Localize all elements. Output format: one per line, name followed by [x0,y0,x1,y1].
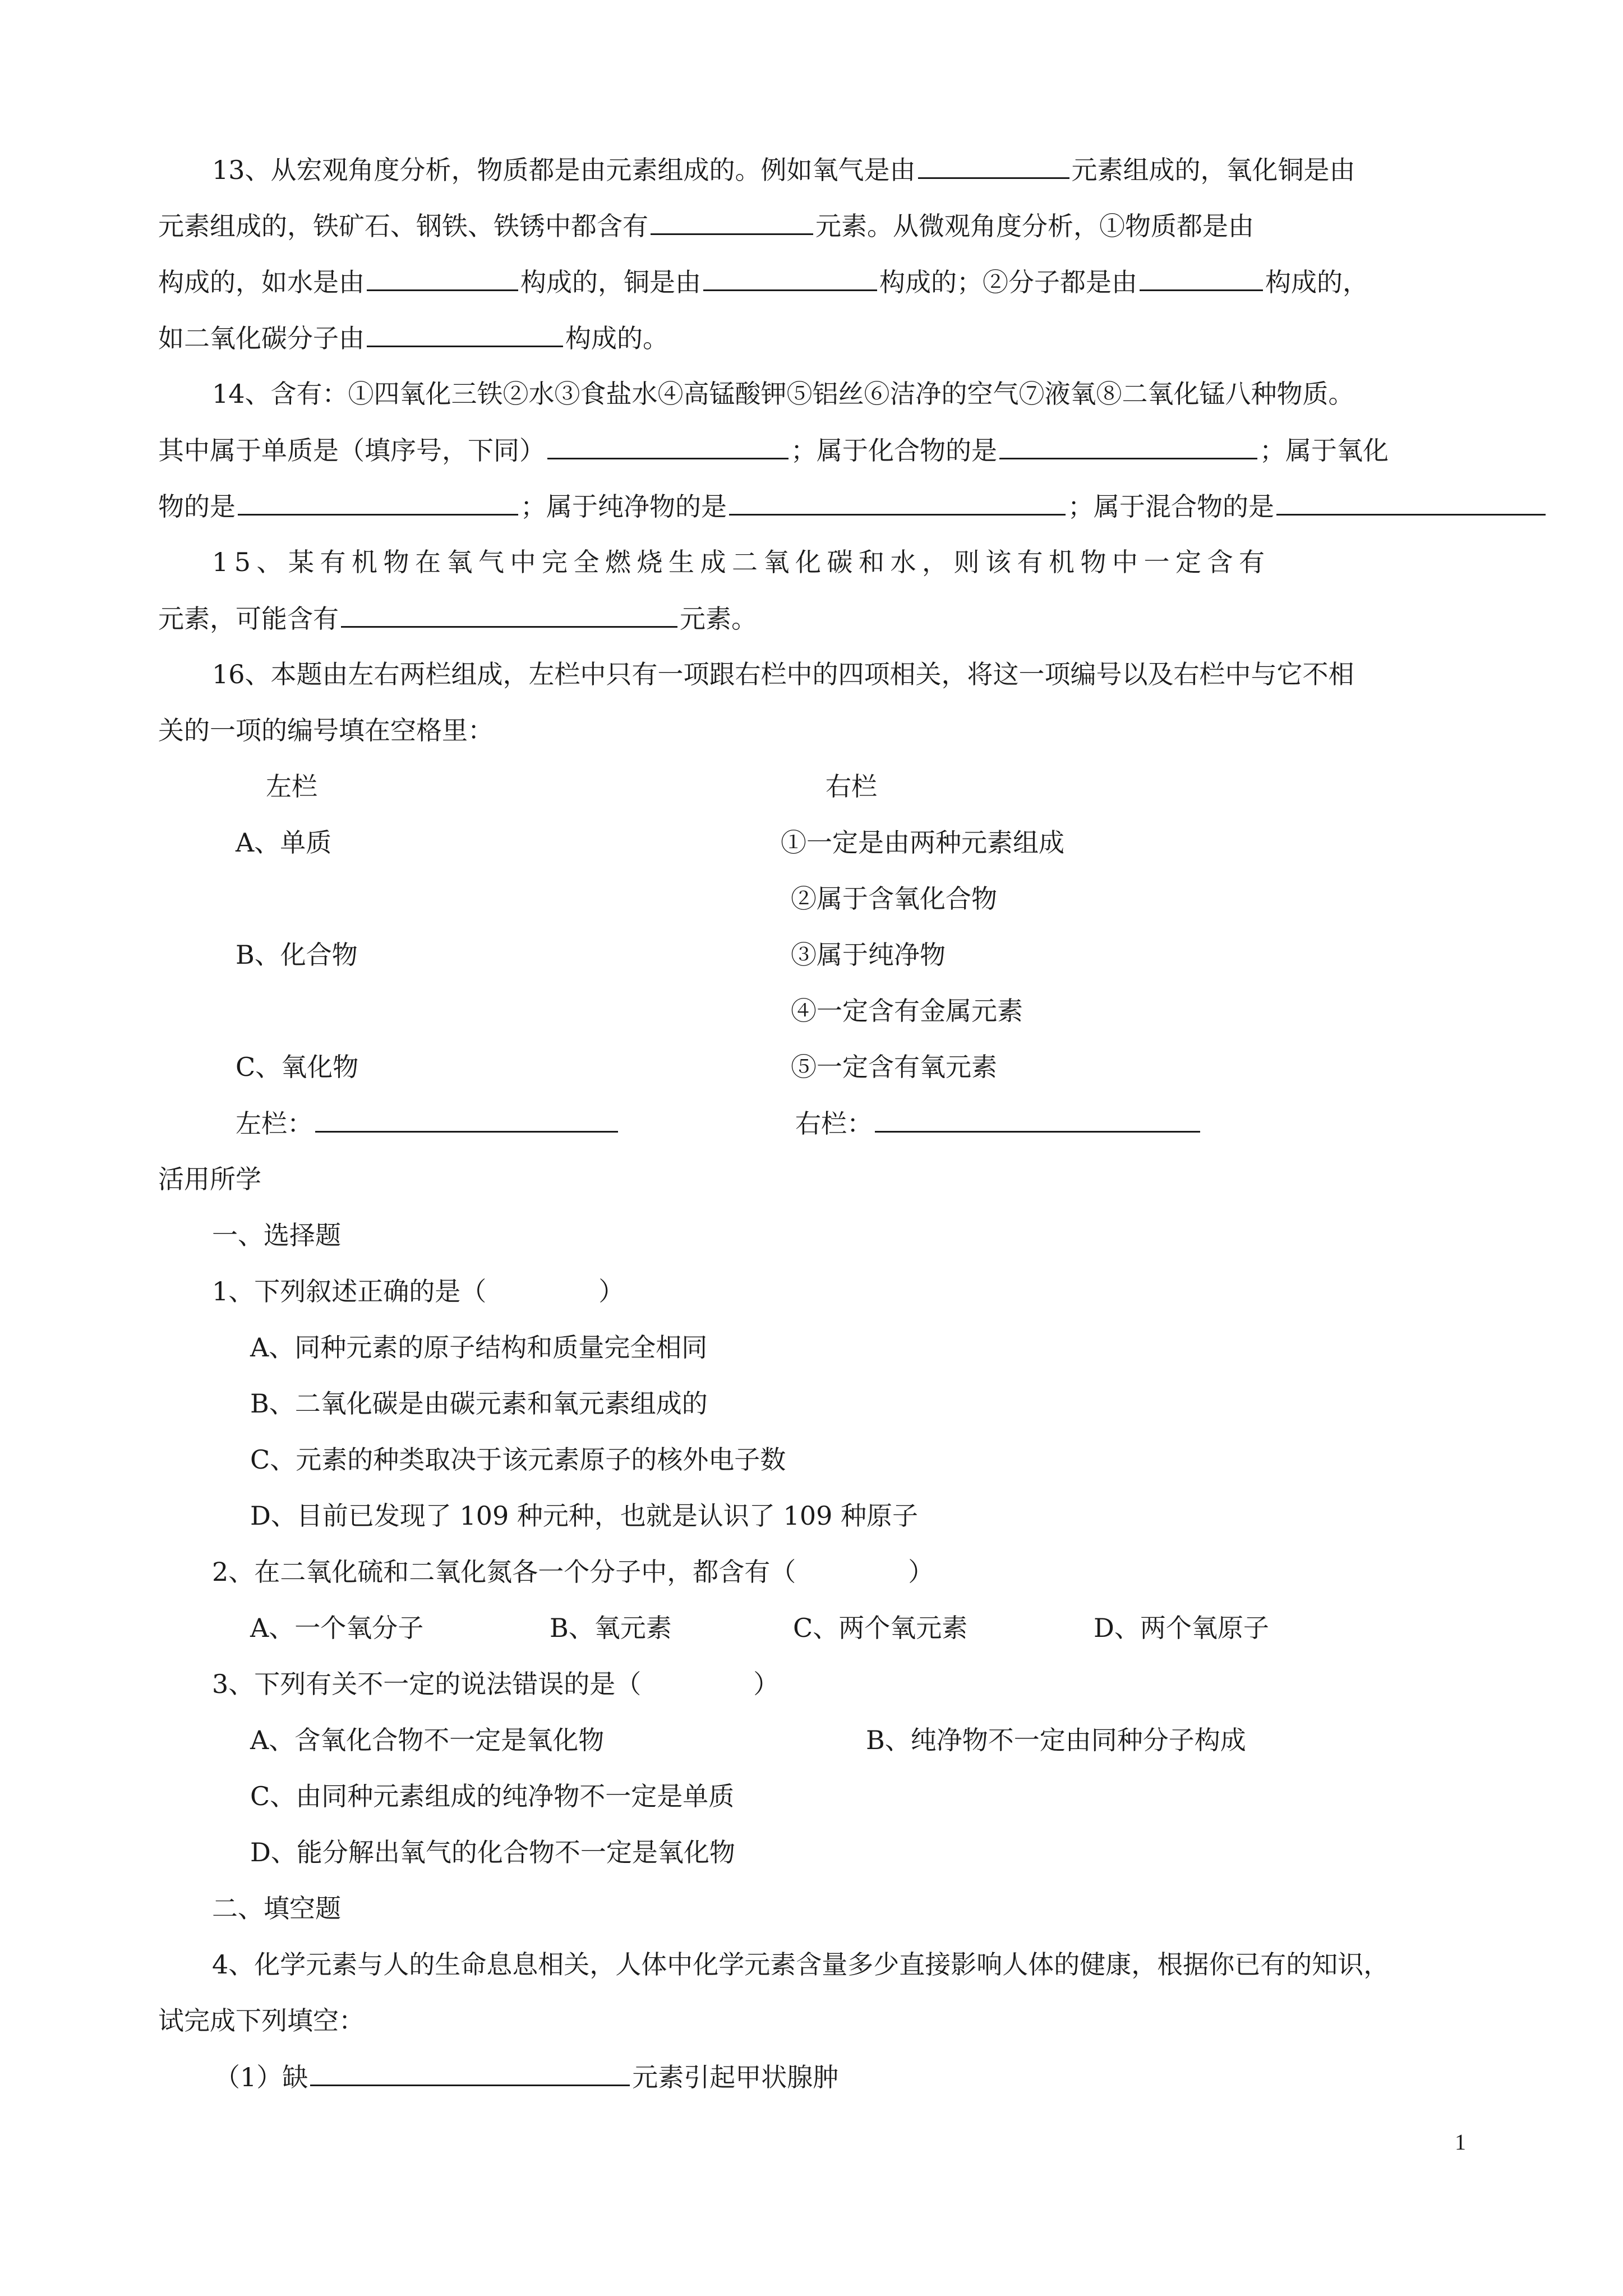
q14-text: ；属于氧化 [1260,435,1389,466]
left-item-c: C、氧化物 [236,1052,359,1082]
right-column-header: 右栏 [826,771,877,802]
q13-text: 构成的， [1265,267,1368,297]
q16-line2: 关的一项的编号填在空格里： [158,715,494,746]
q13-text: 元素。从微观角度分析，①物质都是由 [815,211,1254,241]
answer-blank[interactable] [547,433,789,459]
mc3-stem-text: 3、下列有关不一定的说法错误的是（ [212,1669,642,1699]
mc1-close: ） [598,1276,625,1306]
fill4-line1: 4、化学元素与人的生命息息相关，人体中化学元素含量多少直接影响人体的健康，根据你已有的知识， [212,1949,1390,1980]
q15-text: 元素，可能含有 [158,604,339,634]
q14-text: 物的是 [158,491,236,522]
mc2-stem [212,1555,934,1589]
right-answer-label: 右栏： [795,1108,873,1139]
answer-blank[interactable] [999,433,1257,459]
q14-line2 [158,433,1389,467]
mc2-option-b: B、氧元素 [550,1613,672,1643]
part-fill-in: 二、填空题 [212,1893,341,1924]
answer-blank[interactable] [315,1106,618,1133]
q14-line1: 14、含有：①四氧化三铁②水③食盐水④高锰酸钾⑤铝丝⑥洁净的空气⑦液氧⑧二氧化锰八种物质。 [212,379,1354,409]
section-title: 活用所学 [158,1164,261,1194]
mc1-stem-text: 1、下列叙述正确的是（ [212,1276,487,1306]
answer-blank[interactable] [367,265,518,291]
mc2-option-c: C、两个氧元素 [793,1613,968,1643]
q15-text: 元素。 [680,604,757,634]
part-multiple-choice: 一、选择题 [212,1220,341,1250]
answer-blank[interactable] [310,2060,630,2086]
mc2-option-d: D、两个氧原子 [1094,1613,1269,1643]
mc3-option-d: D、能分解出氧气的化合物不一定是氧化物 [250,1837,735,1867]
right-item-4: ④一定含有金属元素 [791,996,1023,1026]
q13-line1 [212,153,1355,187]
q13-line4 [158,321,668,355]
mc1-stem [212,1274,624,1308]
answer-blank[interactable] [1276,489,1546,516]
q15-line1: 15、某有机物在氧气中完全燃烧生成二氧化碳和水，则该有机物中一定含有 [212,547,1271,577]
answer-blank[interactable] [875,1106,1200,1133]
mc3-stem [212,1667,779,1701]
mc3-option-b: B、纯净物不一定由同种分子构成 [866,1725,1246,1755]
left-answer-label: 左栏： [236,1108,313,1139]
q14-text: ；属于混合物的是 [1068,491,1274,522]
q13-text: 构成的。 [565,323,668,353]
q13-text: 构成的，铜是由 [520,267,701,297]
fill4-line2: 试完成下列填空： [158,2005,365,2036]
mc3-close: ） [753,1669,780,1699]
right-item-3: ③属于纯净物 [791,940,946,970]
fill4-sub1 [214,2060,838,2094]
q13-line2 [158,209,1254,243]
mc1-option-c: C、元素的种类取决于该元素原子的核外电子数 [250,1444,786,1475]
right-item-5: ⑤一定含有氧元素 [791,1052,997,1082]
answer-blank[interactable] [341,601,677,628]
mc1-option-a: A、同种元素的原子结构和质量完全相同 [250,1332,708,1363]
right-item-1: ①一定是由两种元素组成 [781,827,1064,858]
mc2-stem-text: 2、在二氧化硫和二氧化氮各一个分子中，都含有（ [212,1557,796,1587]
mc3-option-a: A、含氧化合物不一定是氧化物 [250,1725,605,1755]
right-answer [795,1106,1202,1140]
q13-text: 元素组成的，铁矿石、钢铁、铁锈中都含有 [158,211,648,241]
q13-text: 如二氧化碳分子由 [158,323,365,353]
q14-text: ；属于化合物的是 [791,435,997,466]
q13-text: 构成的；②分子都是由 [879,267,1137,297]
mc1-option-b: B、二氧化碳是由碳元素和氧元素组成的 [250,1388,708,1419]
answer-blank[interactable] [918,153,1069,179]
q13-text: 构成的，如水是由 [158,267,365,297]
answer-blank[interactable] [729,489,1066,516]
left-item-b: B、化合物 [236,940,358,970]
mc3-option-c: C、由同种元素组成的纯净物不一定是单质 [250,1781,735,1811]
mc2-option-a: A、一个氧分子 [250,1613,424,1643]
q15-line2 [158,601,757,636]
q16-line1: 16、本题由左右两栏组成，左栏中只有一项跟右栏中的四项相关，将这一项编号以及右栏中与它不相 [212,659,1354,689]
q14-text: 其中属于单质是（填序号，下同） [158,435,545,466]
page-number: 1 [1455,2129,1466,2155]
mc1-option-d: D、目前已发现了 109 种元种，也就是认识了 109 种原子 [250,1501,918,1531]
right-item-2: ②属于含氧化合物 [791,884,997,914]
left-answer [236,1106,620,1140]
left-item-a: A、单质 [236,827,332,858]
answer-blank[interactable] [367,321,563,347]
q14-text: ；属于纯净物的是 [520,491,727,522]
answer-blank[interactable] [238,489,518,516]
answer-blank[interactable] [1140,265,1263,291]
answer-blank[interactable] [651,209,813,235]
q14-line3 [158,489,1548,523]
answer-blank[interactable] [703,265,877,291]
left-column-header: 左栏 [266,771,317,802]
q13-text: 元素组成的，氧化铜是由 [1071,155,1355,185]
fill4-sub1-text: （1）缺 [214,2062,308,2092]
q13-line3 [158,265,1368,299]
mc2-close: ） [908,1557,934,1587]
fill4-sub1-text: 元素引起甲状腺肿 [632,2062,839,2092]
q13-text: 13、从宏观角度分析，物质都是由元素组成的。例如氧气是由 [212,155,916,185]
